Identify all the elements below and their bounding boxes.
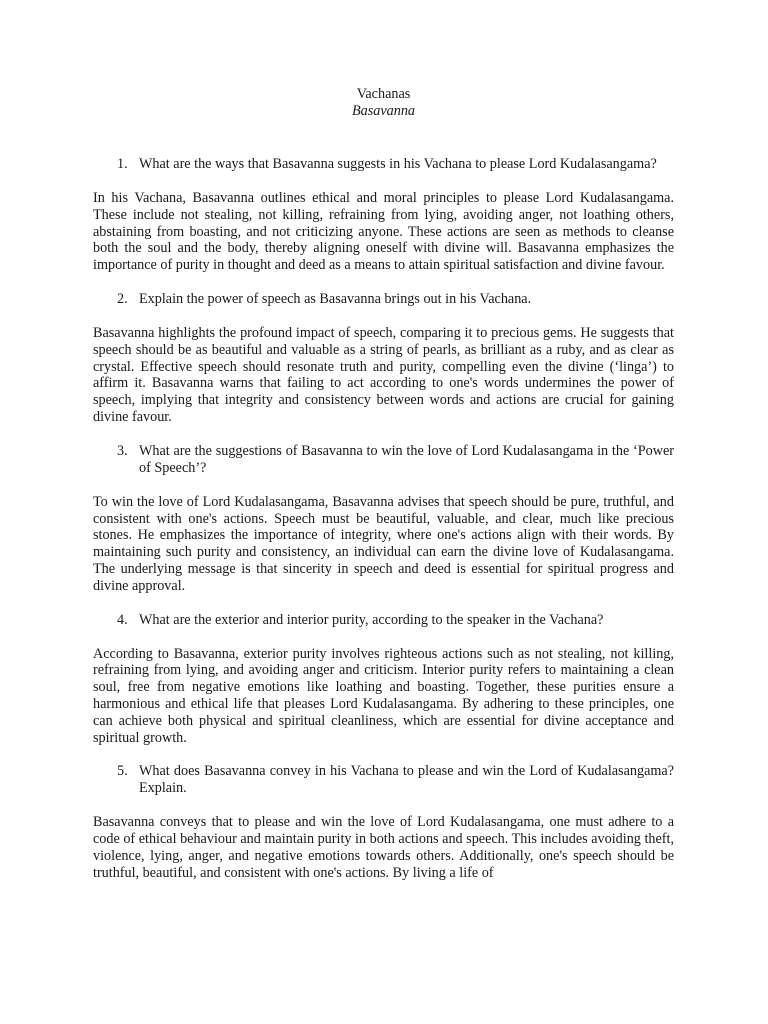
answer-4: According to Basavanna, exterior purity involves righteous actions such as not stealing, not killing, refraining from lying, and avoiding anger and criticism. Interior purity refers to maintaining a clean soul, free from negative emotions like loathing and boasting. Together, these purities ensure a harmonious and ethical life that pleases Lord Kudalasangama. By adhering to these principles, one can achieve both physical and spiritual cleanliness, which are essential for divine acceptance and spiritual growth. — [93, 645, 674, 746]
question-3 — [93, 443, 674, 477]
qa-item-5 — [93, 763, 674, 881]
question-text: What are the exterior and interior purity, according to the speaker in the Vachana? — [139, 611, 604, 628]
question-4 — [93, 612, 674, 629]
question-1 — [93, 156, 674, 173]
question-number: 2. — [117, 290, 128, 307]
question-number: 4. — [117, 611, 128, 628]
question-text: What does Basavanna convey in his Vachana to please and win the Lord of Kudalasangama? Explain. — [139, 763, 674, 797]
question-2 — [93, 291, 674, 308]
qa-item-2 — [93, 291, 674, 426]
document-author: Basavanna — [351, 103, 416, 119]
qa-item-4 — [93, 612, 674, 747]
qa-item-1 — [93, 156, 674, 274]
question-text: What are the ways that Basavanna suggests in his Vachana to please Lord Kudalasangama? — [139, 156, 657, 172]
question-number: 1. — [117, 156, 128, 172]
question-number: 5. — [117, 763, 128, 780]
title-block — [93, 86, 674, 120]
answer-1: In his Vachana, Basavanna outlines ethical and moral principles to please Lord Kudalasangama. These include not stealing, not killing, refraining from lying, avoiding anger, not loathing others, abstaining from boasting, and not criticizing anyone. These actions are seen as methods to cleanse both the soul and the body, thereby aligning oneself with divine will. Basavanna emphasizes the importance of purity in thought and deed as a means to attain spiritual satisfaction and divine favour. — [93, 190, 674, 274]
qa-item-3 — [93, 443, 674, 595]
question-text: Explain the power of speech as Basavanna brings out in his Vachana. — [139, 290, 532, 307]
question-number: 3. — [117, 442, 128, 459]
question-text: What are the suggestions of Basavanna to win the love of Lord Kudalasangama in the ‘Power of Speech’? — [139, 442, 674, 476]
answer-2: Basavanna highlights the profound impact of speech, comparing it to precious gems. He suggests that speech should be as beautiful and valuable as a string of pearls, as brilliant as a ruby, and as clear as crystal. Effective speech should resonate truth and purity, compelling even the divine (‘linga’) to affirm it. Basavanna warns that failing to act according to one's words undermines the power of speech, implying that integrity and consistency between words and actions are crucial for gaining divine favour. — [93, 324, 674, 425]
answer-5: Basavanna conveys that to please and win the love of Lord Kudalasangama, one must adhere to a code of ethical behaviour and maintain purity in both actions and speech. This includes avoiding theft, violence, lying, anger, and negative emotions towards others. Additionally, one's speech should be truthful, beautiful, and consistent with one's actions. By living a life of — [93, 814, 674, 881]
question-5 — [93, 763, 674, 797]
answer-3: To win the love of Lord Kudalasangama, Basavanna advises that speech should be pure, truthful, and consistent with one's actions. Speech must be beautiful, valuable, and clear, much like precious stones. He emphasizes the importance of integrity, where one's actions align with their words. By maintaining such purity and consistency, an individual can earn the divine love of Kudalasangama. The underlying message is that sincerity in speech and deed is essential for spiritual progress and divine approval. — [93, 493, 674, 594]
document-page — [93, 86, 674, 899]
document-title: Vachanas — [356, 86, 411, 102]
